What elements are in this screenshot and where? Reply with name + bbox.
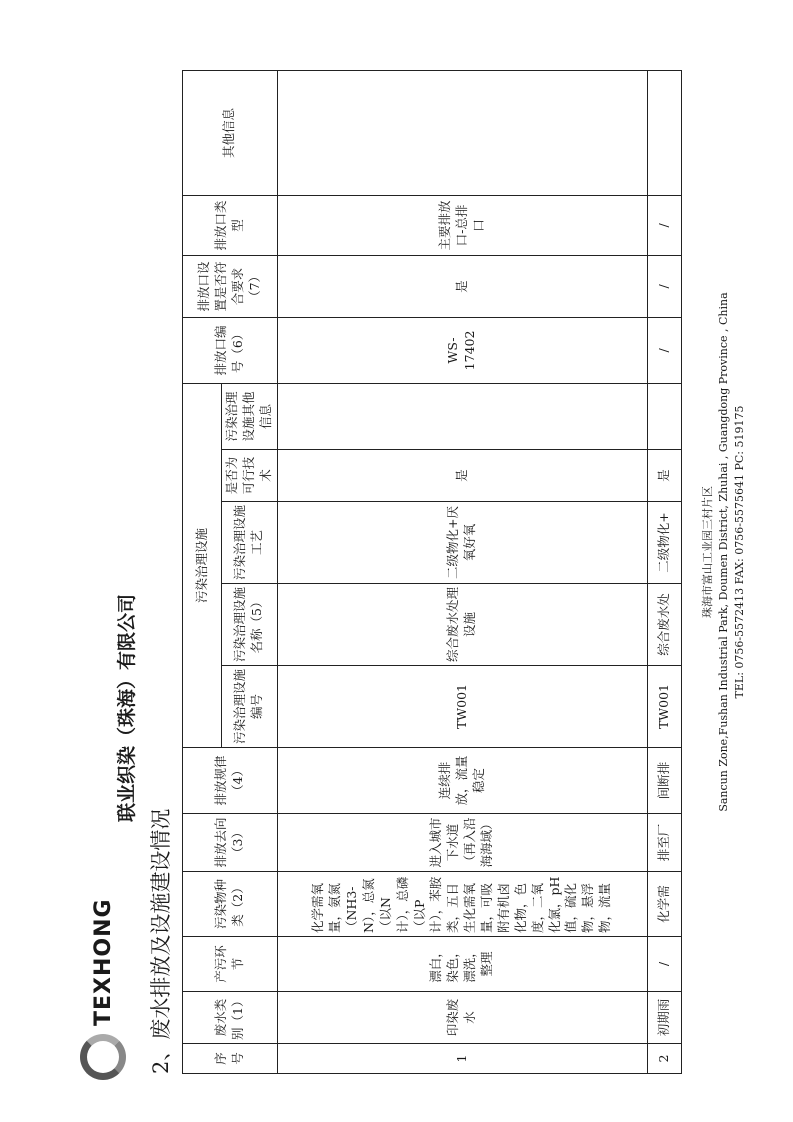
header-facility-other: 污染治理设施其他信息 <box>222 383 278 449</box>
header-pollutants: 污染物种类（2） <box>183 872 278 937</box>
cell-seq: 2 <box>647 1044 681 1074</box>
header-process: 产污环节 <box>183 937 278 992</box>
header-facility-name: 污染治理设施名称（5） <box>222 584 278 666</box>
cell-feasible: 是 <box>277 450 647 502</box>
logo-text: TEXHONG <box>90 898 116 1026</box>
cell-facility-process: 二级物化+ <box>647 502 681 584</box>
cell-destination: 进入城市下水道（再入沿海海域） <box>277 814 647 872</box>
cell-category: 印染废水 <box>277 992 647 1044</box>
cell-facility-other <box>647 383 681 449</box>
header-outlet-code: 排放口编号（6） <box>183 317 278 383</box>
cell-pollutants: 化学需氧量，氨氮（NH3-N），总氮（以N计），总磷（以P计），苯胺类，五日生化需氧量，可吸附有机卤化物，色度，二氧化氯，pH值，硫化物，悬浮物，流量 <box>277 872 647 937</box>
cell-category: 初期雨 <box>647 992 681 1044</box>
table-row <box>277 70 647 1073</box>
logo-mark-icon <box>80 1034 126 1080</box>
header-destination: 排放去向（3） <box>183 814 278 872</box>
cell-outlet-code: / <box>647 317 681 383</box>
footer-address-cn: 珠海市富山工业园三村片区 <box>701 486 714 618</box>
header-feasible: 是否为可行技术 <box>222 450 278 502</box>
cell-outlet-type: / <box>647 195 681 255</box>
footer-address-en: Sancun Zone,Fushan Industrial Park, Doumen District, Zhuhai , Guangdong Province , China <box>716 292 730 812</box>
cell-outlet-type: 主要排放口-总排口 <box>277 195 647 255</box>
section-title: 2、废水排放及设施建设情况 <box>149 808 173 1074</box>
cell-rule: 间断排 <box>647 748 681 814</box>
footer <box>700 202 748 902</box>
cell-facility-other <box>277 383 647 449</box>
header-other: 其他信息 <box>183 70 278 195</box>
cell-pollutants: 化学需 <box>647 872 681 937</box>
wastewater-table <box>182 70 682 1074</box>
cell-facility-process: 二级物化+厌氧好氧 <box>277 502 647 584</box>
cell-process: 漂白，染色，漂洗，整理 <box>277 937 647 992</box>
header-seq: 序号 <box>183 1044 278 1074</box>
cell-process: / <box>647 937 681 992</box>
table-row <box>647 70 681 1073</box>
header-category: 废水类别（1） <box>183 992 278 1044</box>
cell-destination: 排至厂 <box>647 814 681 872</box>
cell-facility-name: 综合废水处 <box>647 584 681 666</box>
cell-outlet-code: WS-17402 <box>277 317 647 383</box>
header-facility-process: 污染治理设施工艺 <box>222 502 278 584</box>
cell-outlet-compliant: 是 <box>277 255 647 317</box>
header-row-1 <box>183 70 222 1073</box>
cell-other <box>277 70 647 195</box>
header-group-facility: 污染治理设施 <box>183 383 222 747</box>
footer-contact: TEL: 0756-5572413 FAX: 0756-5575641 PC: 519175 <box>732 405 746 699</box>
header-facility-code: 污染治理设施编号 <box>222 666 278 748</box>
logo <box>80 898 126 1080</box>
cell-facility-name: 综合废水处理设施 <box>277 584 647 666</box>
cell-feasible: 是 <box>647 450 681 502</box>
header-outlet-type: 排放口类型 <box>183 195 278 255</box>
cell-facility-code: TW001 <box>277 666 647 748</box>
company-name: 联业织染（珠海）有限公司 <box>116 593 138 822</box>
cell-outlet-compliant: / <box>647 255 681 317</box>
cell-facility-code: TW001 <box>647 666 681 748</box>
header-rule: 排放规律（4） <box>183 748 278 814</box>
cell-rule: 连续排放，流量稳定 <box>277 748 647 814</box>
header-outlet-compliant: 排放口设置是否符合要求（7） <box>183 255 278 317</box>
cell-other <box>647 70 681 195</box>
cell-seq: 1 <box>277 1044 647 1074</box>
